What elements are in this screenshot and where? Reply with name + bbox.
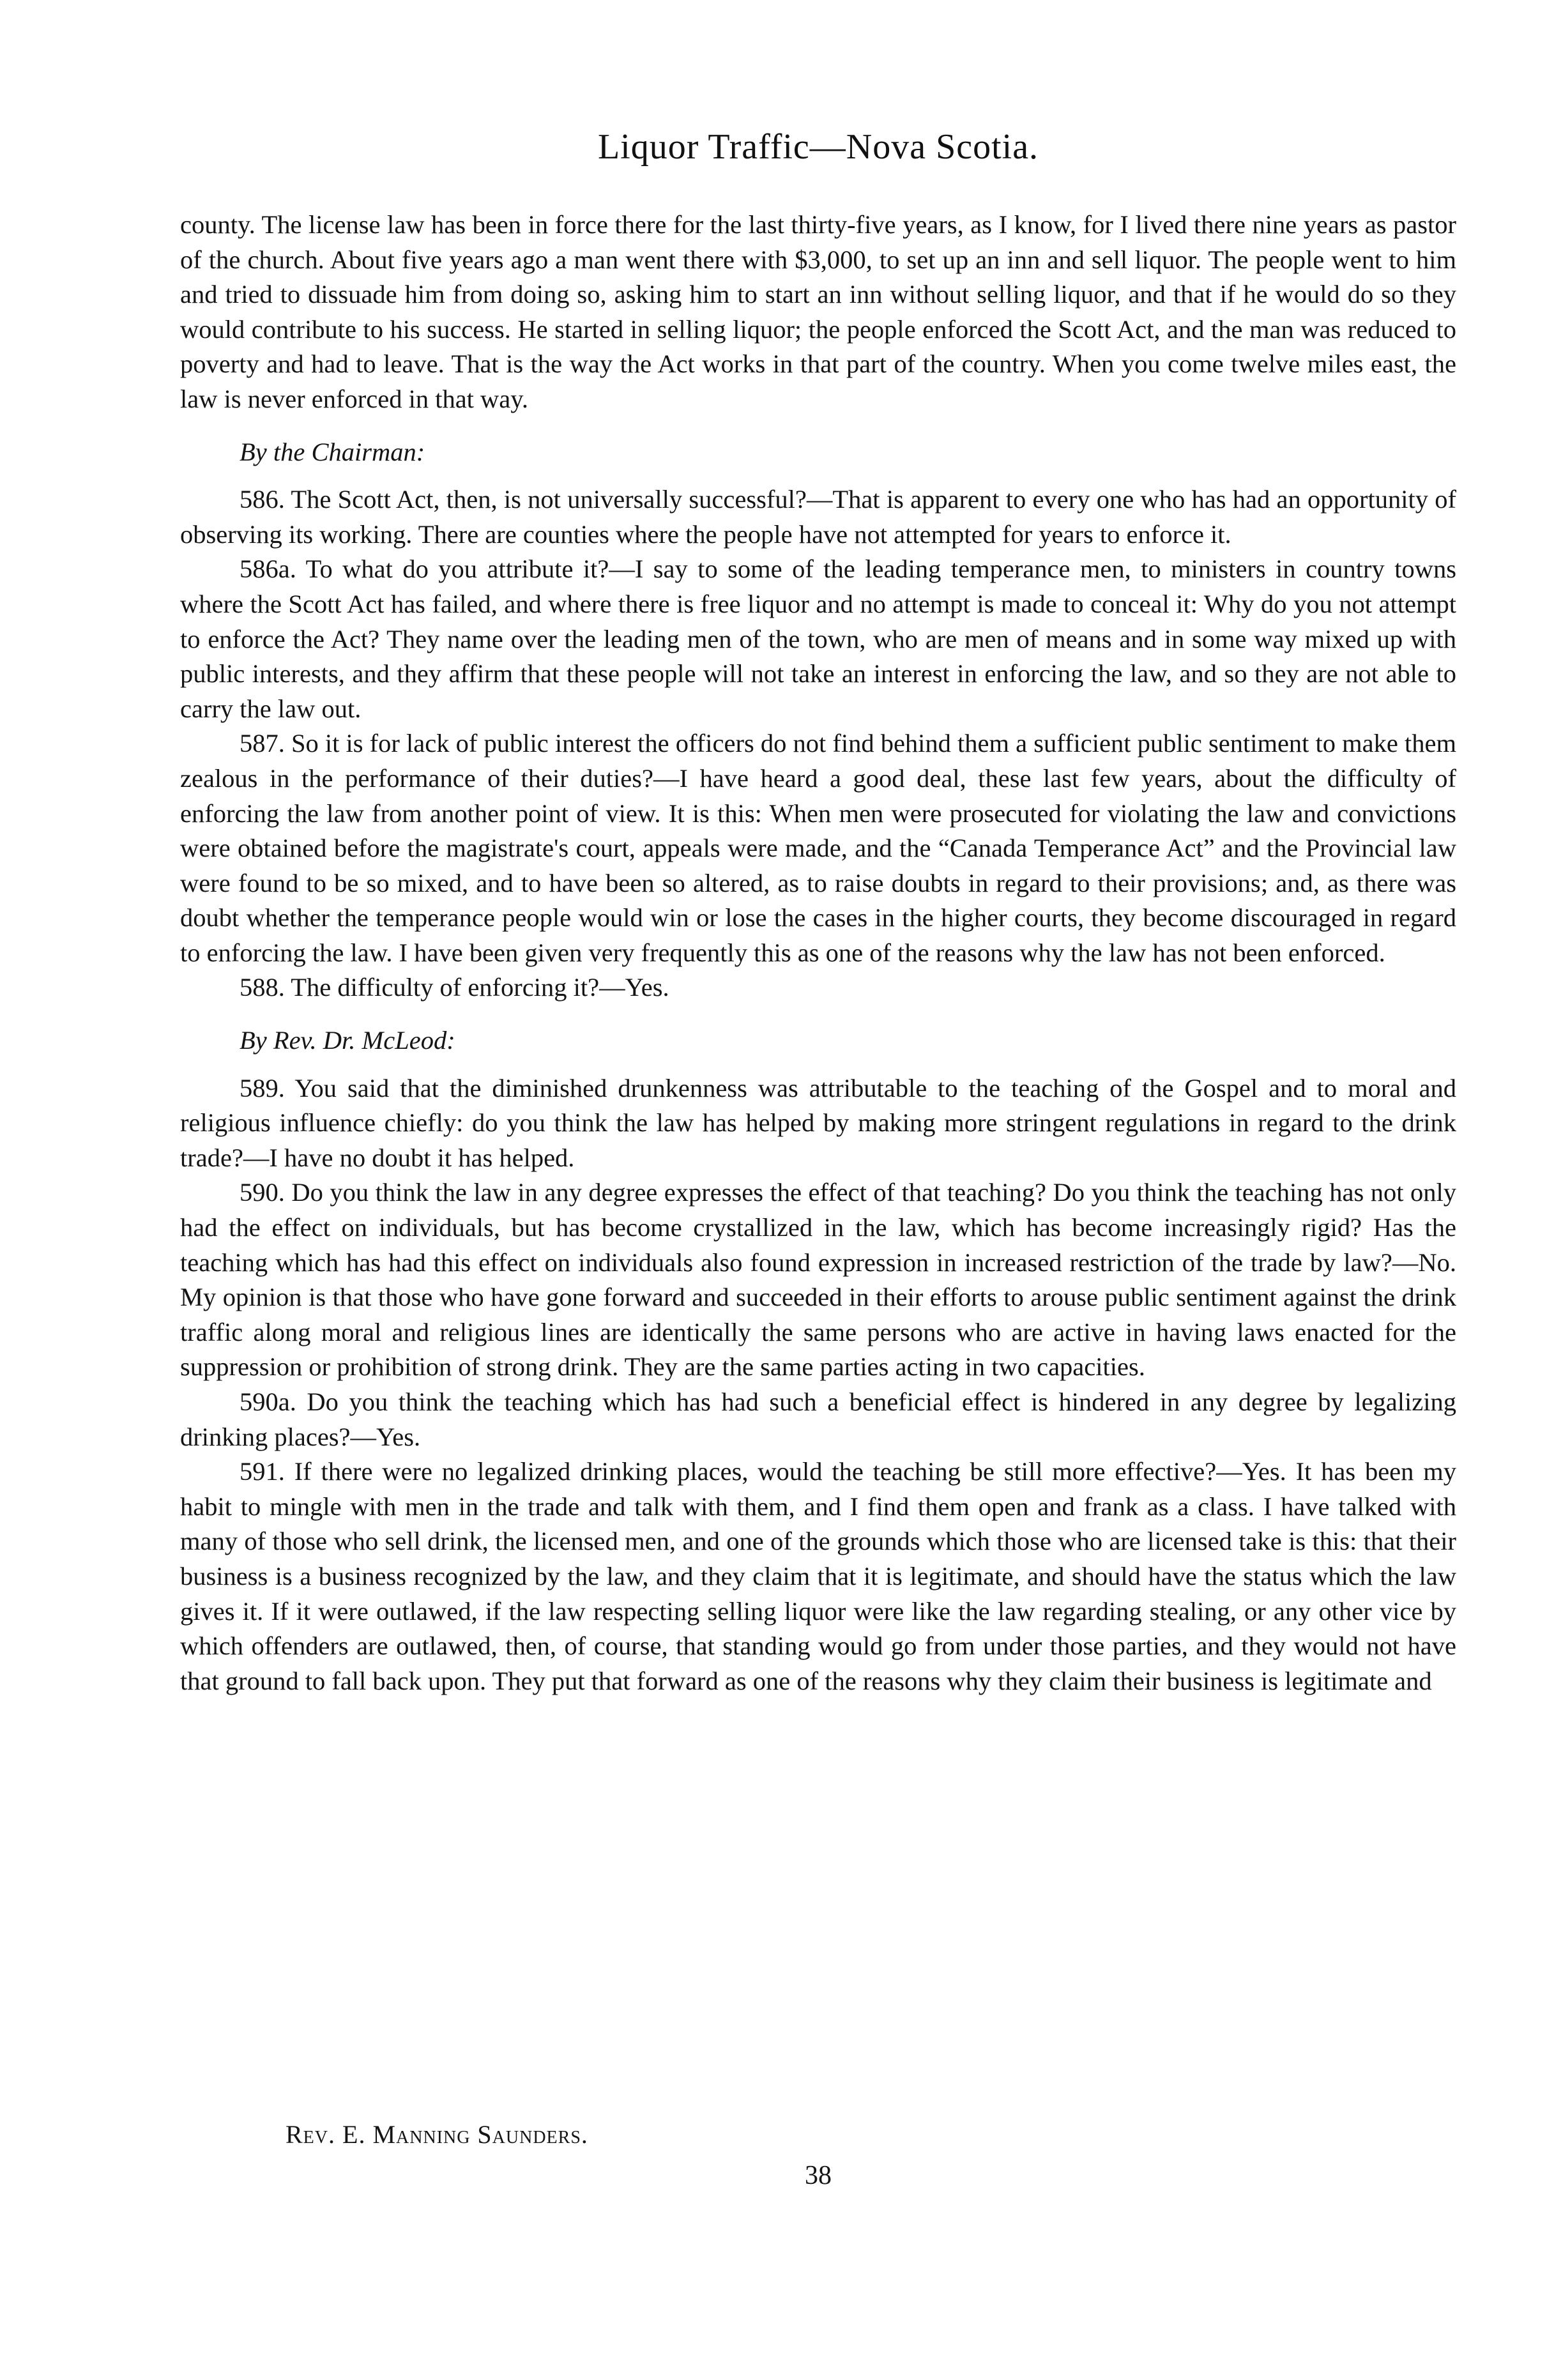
speaker-heading-chairman: By the Chairman: [240, 437, 425, 466]
paragraph-county: county. The license law has been in force there for the last thirty-five years, as I know, for I lived there nine years as pastor of the church. About five years ago a man went there with $3,000, to set up an inn and sell liquor. The people went to him and tried to dissuade him from doing so, asking him to start an inn without selling liquor, and that if he would do so they would contribute to his success. He started in selling liquor; the people enforced the Scott Act, and the man was reduced to poverty and had to leave. That is the way the Act works in that part of the country. When you come twelve miles east, the law is never enforced in that way. [180, 210, 1456, 413]
paragraph-591: 591. If there were no legalized drinking places, would the teaching be still more effective?—Yes. It has been my habit to mingle with men in the trade and talk with them, and I find them open and frank as a class. I have talked with many of those who sell drink, the licensed men, and one of the grounds which those who are licensed take is this: that their business is a business recognized by the law, and they claim that it is legitimate, and should have the status which the law gives it. If it were outlawed, if the law respecting selling liquor were like the law regarding stealing, or any other vice by which offenders are outlawed, then, of course, that standing would go from under those parties, and they would not have that ground to fall back upon. They put that forward as one of the reasons why they claim their business is legitimate and [180, 1457, 1456, 1695]
document-page [180, 0, 1456, 2380]
paragraph-587: 587. So it is for lack of public interest the officers do not find behind them a sufficient public sentiment to make them zealous in the performance of their duties?—I have heard a good deal, these last few years, about the difficulty of enforcing the law from another point of view. It is this: When men were prosecuted for violating the law and convictions were obtained before the magistrate's court, appeals were made, and the “Canada Temperance Act” and the Provincial law were found to be so mixed, and to have been so altered, as to raise doubts in regard to their provisions; and, as there was doubt whether the temperance people would win or lose the cases in the higher courts, they become discouraged in regard to enforcing the law. I have been given very frequently this as one of the reasons why the law has not been enforced. [180, 729, 1456, 967]
page-header-title: Liquor Traffic—Nova Scotia. [597, 127, 1039, 167]
body-text [180, 208, 1456, 1698]
paragraph-586: 586. The Scott Act, then, is not universally successful?—That is apparent to every one who has had an opportunity of observing its working. There are counties where the people have not attempted for years to enforce it. [180, 485, 1456, 549]
paragraph-586a: 586a. To what do you attribute it?—I say to some of the leading temperance men, to ministers in country towns where the Scott Act has failed, and where there is free liquor and no attempt is made to conceal it: Why do you not attempt to enforce the Act? They name over the leading men of the town, who are men of means and in some way mixed up with public interests, and they affirm that these people will not take an interest in enforcing the law, and so they are not able to carry the law out. [180, 554, 1456, 723]
witness-signature: Rev. E. Manning Saunders. [286, 2120, 588, 2149]
paragraph-588: 588. The difficulty of enforcing it?—Yes. [240, 973, 669, 1002]
page-number: 38 [805, 2161, 832, 2190]
paragraph-590a: 590a. Do you think the teaching which has had such a beneficial effect is hindered in any degree by legalizing drinking places?—Yes. [180, 1387, 1456, 1451]
paragraph-589: 589. You said that the diminished drunkenness was attributable to the teaching of the Gospel and to moral and religious influence chiefly: do you think the law has helped by making more stringent regulations in regard to the drink trade?—I have no doubt it has helped. [180, 1073, 1456, 1172]
speaker-heading-mcleod: By Rev. Dr. McLeod: [240, 1026, 455, 1055]
paragraph-590: 590. Do you think the law in any degree expresses the effect of that teaching? Do you think the teaching has not only had the effect on individuals, but has become crystallized in the law, which has become increasingly rigid? Has the teaching which has had this effect on individuals also found expression in increased restriction of the trade by law?—No. My opinion is that those who have gone forward and succeeded in their efforts to arouse public sentiment against the drink traffic along moral and religious lines are identically the same persons who are active in having laws enacted for the suppression or prohibition of strong drink. They are the same parties acting in two capacities. [180, 1178, 1456, 1382]
